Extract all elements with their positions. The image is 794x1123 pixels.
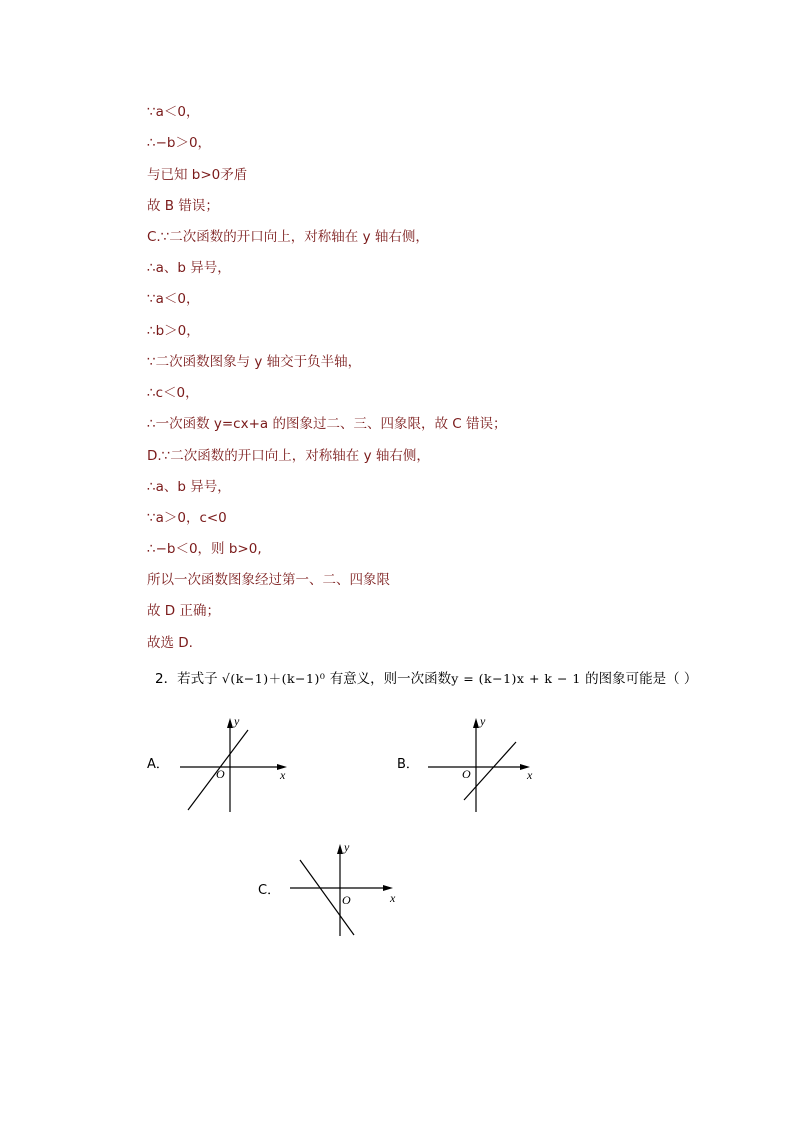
solution-line-5: C.∵二次函数的开口向上，对称轴在 y 轴右侧， bbox=[147, 229, 429, 245]
option-b-label[interactable]: B． bbox=[397, 757, 419, 772]
solution-line-3: 与已知 b>0矛盾 bbox=[147, 167, 248, 183]
option-b-graph[interactable] bbox=[418, 712, 548, 817]
solution-line-10: ∴c＜0， bbox=[147, 385, 199, 401]
x-axis-label: x bbox=[280, 768, 286, 782]
question-2 bbox=[155, 669, 697, 689]
solution-line-7: ∵a＜0， bbox=[147, 291, 200, 307]
option-c-graph[interactable] bbox=[280, 838, 410, 943]
solution-line-15: ∴−b＜0，则 b>0, bbox=[147, 541, 262, 557]
solution-line-11: ∴一次函数 y=cx+a 的图象过二、三、四象限，故 C 错误； bbox=[147, 416, 507, 432]
option-a-graph[interactable] bbox=[170, 712, 300, 817]
question-text-b: 有意义，则一次函数 bbox=[329, 671, 452, 687]
y-axis-label: y bbox=[344, 840, 350, 854]
solution-line-12: D.∵二次函数的开口向上，对称轴在 y 轴右侧， bbox=[147, 448, 430, 464]
solution-line-9: ∵二次函数图象与 y 轴交于负半轴， bbox=[147, 354, 362, 370]
option-c-label[interactable]: C． bbox=[258, 883, 281, 898]
x-axis-label: x bbox=[390, 891, 396, 905]
y-axis-arrow bbox=[227, 718, 233, 728]
question-text-c: 的图象可能是（ ） bbox=[585, 671, 698, 687]
origin-label: O bbox=[216, 767, 225, 781]
y-axis-label: y bbox=[234, 714, 240, 728]
question-text-a: 若式子 bbox=[177, 671, 218, 687]
solution-line-13: ∴a、b 异号， bbox=[147, 479, 231, 495]
y-axis-label: y bbox=[480, 714, 486, 728]
x-axis-label: x bbox=[527, 768, 533, 782]
origin-label: O bbox=[342, 893, 351, 907]
question-number: 2． bbox=[155, 671, 178, 687]
option-a-label[interactable]: A． bbox=[147, 757, 169, 772]
solution-line-4: 故 B 错误； bbox=[147, 198, 219, 214]
origin-label: O bbox=[462, 767, 471, 781]
solution-line-17: 故 D 正确； bbox=[147, 603, 220, 619]
question-expr-2: y = (k−1)x + k − 1 bbox=[451, 671, 581, 686]
solution-line-8: ∴b＞0， bbox=[147, 323, 200, 339]
solution-line-2: ∴−b＞0， bbox=[147, 135, 212, 151]
y-axis-arrow bbox=[337, 844, 343, 854]
solution-line-1: ∵a＜0， bbox=[147, 104, 200, 120]
solution-line-14: ∵a＞0，c<0 bbox=[147, 510, 227, 526]
question-expr-1: √(k−1)＋(k−1)⁰ bbox=[221, 671, 326, 686]
graph-line bbox=[464, 742, 516, 800]
solution-line-16: 所以一次函数图象经过第一、二、四象限 bbox=[147, 572, 390, 588]
y-axis-arrow bbox=[473, 718, 479, 728]
solution-line-18: 故选 D. bbox=[147, 635, 193, 651]
solution-line-6: ∴a、b 异号， bbox=[147, 260, 231, 276]
